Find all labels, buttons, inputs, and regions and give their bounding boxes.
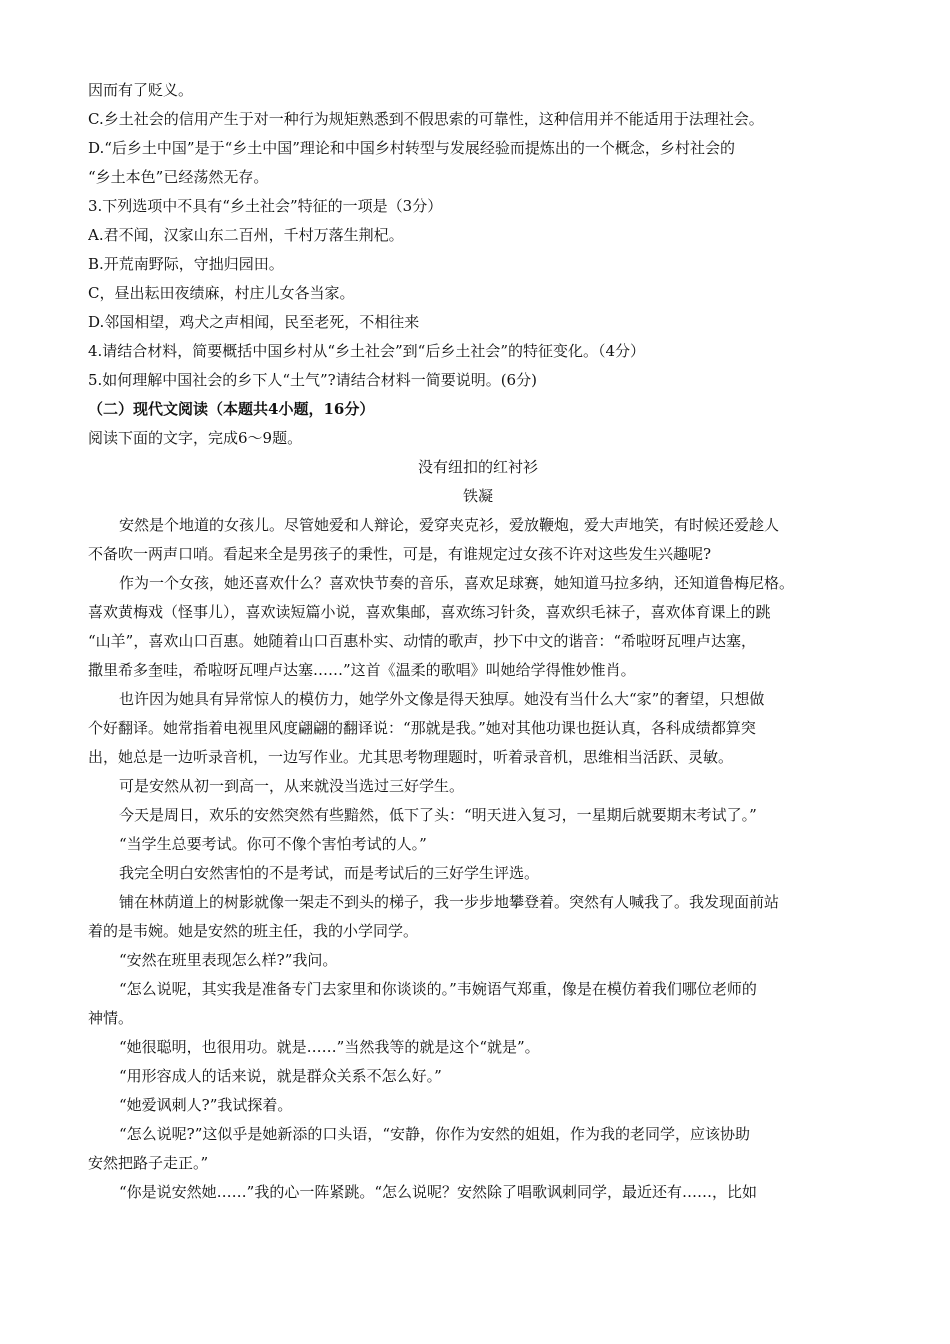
paragraph-line: “当学生总要考试。你可不像个害怕考试的人。” <box>119 835 427 853</box>
q3-option-b: B.开荒南野际，守拙归园田。 <box>88 255 284 273</box>
paragraph-line: 作为一个女孩，她还喜欢什么？喜欢快节奏的音乐，喜欢足球赛，她知道马拉多纳，还知道鲁梅尼格。 <box>119 574 795 592</box>
paragraph-line: “你是说安然她……”我的心一阵紧跳。“怎么说呢？安然除了唱歌讽刺同学，最近还有……，比如 <box>119 1183 758 1201</box>
paragraph-line: 安然是个地道的女孩儿。尽管她爱和人辩论，爱穿夹克衫，爱放鞭炮，爱大声地笑，有时候还爱趁人 <box>119 516 780 534</box>
paragraph-line: 我完全明白安然害怕的不是考试，而是考试后的三好学生评选。 <box>119 864 540 882</box>
paragraph-line: 不备吹一两声口哨。看起来全是男孩子的秉性，可是，有谁规定过女孩不许对这些发生兴趣呢? <box>88 545 712 563</box>
paragraph-line: 着的是韦婉。她是安然的班主任，我的小学同学。 <box>88 922 419 940</box>
paragraph-line: 今天是周日，欢乐的安然突然有些黯然，低下了头：“明天进入复习，一星期后就要期末考试了。” <box>119 806 757 824</box>
text-line: “乡土本色”已经荡然无存。 <box>88 168 269 186</box>
text-line: 因而有了贬义。 <box>88 81 194 99</box>
paragraph-line: “用形容成人的话来说，就是群众关系不怎么好。” <box>119 1067 442 1085</box>
paragraph-line: 神情。 <box>88 1009 134 1027</box>
paragraph-line: 个好翻译。她常指着电视里风度翩翩的翻译说：“那就是我。”她对其他功课也挺认真，各科成绩都算突 <box>88 719 756 737</box>
paragraph-line: 安然把路子走正。” <box>88 1154 209 1172</box>
option-c-line: C.乡土社会的信用产生于对一种行为规矩熟悉到不假思索的可靠性，这种信用并不能适用于法理社会。 <box>88 110 764 128</box>
story-title: 没有纽扣的红衬衫 <box>417 458 538 476</box>
paragraph-line: “她很聪明，也很用功。就是……”当然我等的就是这个“就是”。 <box>119 1038 540 1056</box>
paragraph-line: “她爱讽刺人?”我试探着。 <box>119 1096 293 1114</box>
paragraph-line: 出，她总是一边听录音机，一边写作业。尤其思考物理题时，听着录音机，思维相当活跃、灵敏。 <box>88 748 734 766</box>
paragraph-line: “怎么说呢?”这似乎是她新添的口头语，“安静，你作为安然的姐姐，作为我的老同学，应该协助 <box>119 1125 751 1143</box>
paragraph-line: 可是安然从初一到高一，从来就没当选过三好学生。 <box>119 777 465 795</box>
q3-option-a: A.君不闻，汉家山东二百州，千村万落生荆杞。 <box>88 226 404 244</box>
paragraph-line: “安然在班里表现怎么样?”我问。 <box>119 951 338 969</box>
paragraph-line: 喜欢黄梅戏（怪事儿），喜欢读短篇小说，喜欢集邮，喜欢练习针灸，喜欢织毛袜子，喜欢体育课上的跳 <box>88 603 771 621</box>
option-d-line: D.“后乡土中国”是于“乡土中国”理论和中国乡村转型与发展经验而提炼出的一个概念，乡村社会的 <box>88 139 735 157</box>
section-heading: （二）现代文阅读（本题共4小题，16分） <box>88 400 375 418</box>
q3-option-d: D.邻国相望，鸡犬之声相闻，民至老死，不相往来 <box>88 313 420 331</box>
question-4: 4.请结合材料，简要概括中国乡村从“乡土社会”到“后乡土社会”的特征变化。（4分） <box>88 342 646 360</box>
story-author: 铁凝 <box>462 487 493 505</box>
paragraph-line: 也许因为她具有异常惊人的模仿力，她学外文像是得天独厚。她没有当什么大“家”的奢望，只想做 <box>119 690 765 708</box>
question-5: 5.如何理解中国社会的乡下人“土气”?请结合材料一简要说明。(6分) <box>88 371 537 389</box>
paragraph-line: “怎么说呢，其实我是准备专门去家里和你谈谈的。”韦婉语气郑重，像是在模仿着我们哪位老师的 <box>119 980 757 998</box>
paragraph-line: 铺在林荫道上的树影就像一架走不到头的梯子，我一步步地攀登着。突然有人喊我了。我发现面前站 <box>119 893 780 911</box>
paragraph-line: 撒里希多奎哇，希啦呀瓦哩卢达塞……”这首《温柔的歌唱》叫她给学得惟妙惟肖。 <box>88 661 636 679</box>
instruction-line: 阅读下面的文字，完成6～9题。 <box>88 429 303 447</box>
question-3: 3.下列选项中不具有“乡土社会”特征的一项是（3分） <box>88 197 443 215</box>
q3-option-c: C，昼出耘田夜绩麻，村庄儿女各当家。 <box>88 284 355 302</box>
paragraph-line: “山羊”，喜欢山口百惠。她随着山口百惠朴实、动情的歌声，抄下中文的谐音：“希啦呀瓦哩卢达塞， <box>88 632 757 650</box>
